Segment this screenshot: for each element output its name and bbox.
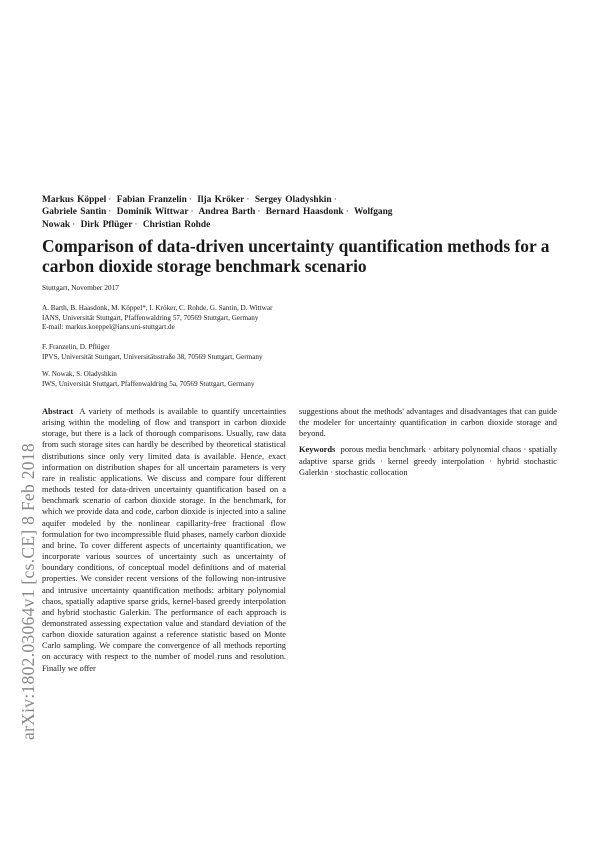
abstract-column-right [299,406,557,478]
affiliation-institution: IWS, Universität Stuttgart, Pfaffenwaldring 5a, 70569 Stuttgart, Germany [42,379,255,388]
arxiv-side-stamp [18,270,38,740]
affiliation-block-2 [42,343,422,362]
abstract-text: A variety of methods is available to quantify uncertainties arising within the modeling of flow and transport in carbon dioxide storage, but there is a lack of thorough comparisons. Usually, raw data from such storage sites can hardly be described by theoretical statistical distributions since only very limited data is available. Hence, exact information on distribution shapes for all uncertain parameters is very rare in realistic applications. We discuss and compare four different methods tested for data-driven uncertainty quantification based on a benchmark scenario of carbon dioxide storage. In the benchmark, for which we provide data and code, carbon dioxide is injected into a saline aquifer modeled by the nonlinear capillarity-free fractional flow formulation for two incompressible fluid phases, namely carbon dioxide and brine. To cover different aspects of uncertainty quantification, we incorporate various sources of uncertainty such as uncertainty of boundary conditions, of conceptual model definitions and of material properties. We consider recent versions of the following non-intrusive and intrusive uncertainty quantification methods: arbitary polynomial chaos, spatially adaptive sparse grids, kernel-based greedy interpolation and hybrid stochastic Galerkin. The performance of each approach is demonstrated assessing expectation value and standard deviation of the carbon dioxide saturation against a reference statistic based on Monte Carlo sampling. We compare the convergence of all methods reporting on accuracy with respect to the number of model runs and resolution. Finally we offer [42,407,286,673]
author-separator: · [108,207,112,218]
author-separator: · [345,207,349,218]
author: Sergey Oladyshkin [254,195,332,205]
author: Markus Köppel [42,195,107,205]
paper-date: Stuttgart, November 2017 [42,283,119,292]
author-separator: · [188,195,192,205]
affiliation-institution: IANS, Universität Stuttgart, Pfaffenwaldring 57, 70569 Stuttgart, Germany [42,313,259,322]
author-list [42,194,407,231]
author: Gabriele Santin [42,207,107,218]
author: Christian Rohde [142,219,211,230]
affiliation-email: E-mail: markus.koeppel@ians.uni-stuttgart.de [42,323,175,332]
keywords-label: Keywords [299,445,336,455]
keywords-block [299,444,557,477]
affiliation-block-3 [42,370,422,389]
author-separator: · [108,195,112,205]
author: Wolfgang Nowak [42,207,393,230]
author-separator: · [246,195,250,205]
author: Dirk Pflüger [80,219,133,230]
author: Dominik Wittwar [116,207,189,218]
paper-title: Comparison of data-driven uncertainty quantification methods for a carbon dioxide storage benchmark scenario [42,236,550,276]
keywords-text: porous media benchmark · arbitary polynomial chaos · spatially adaptive sparse grids · kernel greedy interpolation · hybrid stochastic Galerkin · stochastic collocation [299,445,558,477]
abstract-column-left [42,406,286,674]
author-separator: · [190,207,194,218]
affiliation-names: F. Franzelin, D. Pflüger [42,343,110,351]
author: Andrea Barth [198,207,256,218]
author: Fabian Franzelin [116,195,187,205]
affiliation-block-1 [42,304,422,333]
author-separator: · [134,219,138,230]
arxiv-identifier: arXiv:1802.03064v1 [cs.CE] 8 Feb 2018 [18,443,38,740]
abstract-continuation: suggestions about the methods' advantages and disadvantages that can guide the modeler for uncertainty quantification in carbon dioxide storage and beyond. [299,407,557,439]
abstract-label: Abstract [42,407,74,416]
affiliation-names: A. Barth, B. Haasdonk, M. Köppel*, I. Kröker, C. Rohde, G. Santin, D. Wittwar [42,304,273,312]
author-separator: · [333,195,337,205]
author-separator: · [257,207,261,218]
author: Bernard Haasdonk [265,207,344,218]
affiliation-names: W. Nowak, S. Oladyshkin [42,370,117,378]
affiliation-institution: IPVS, Universität Stuttgart, Universitätsstraße 38, 70569 Stuttgart, Germany [42,352,263,361]
author-separator: · [72,219,76,230]
author: Ilja Kröker [197,195,245,205]
